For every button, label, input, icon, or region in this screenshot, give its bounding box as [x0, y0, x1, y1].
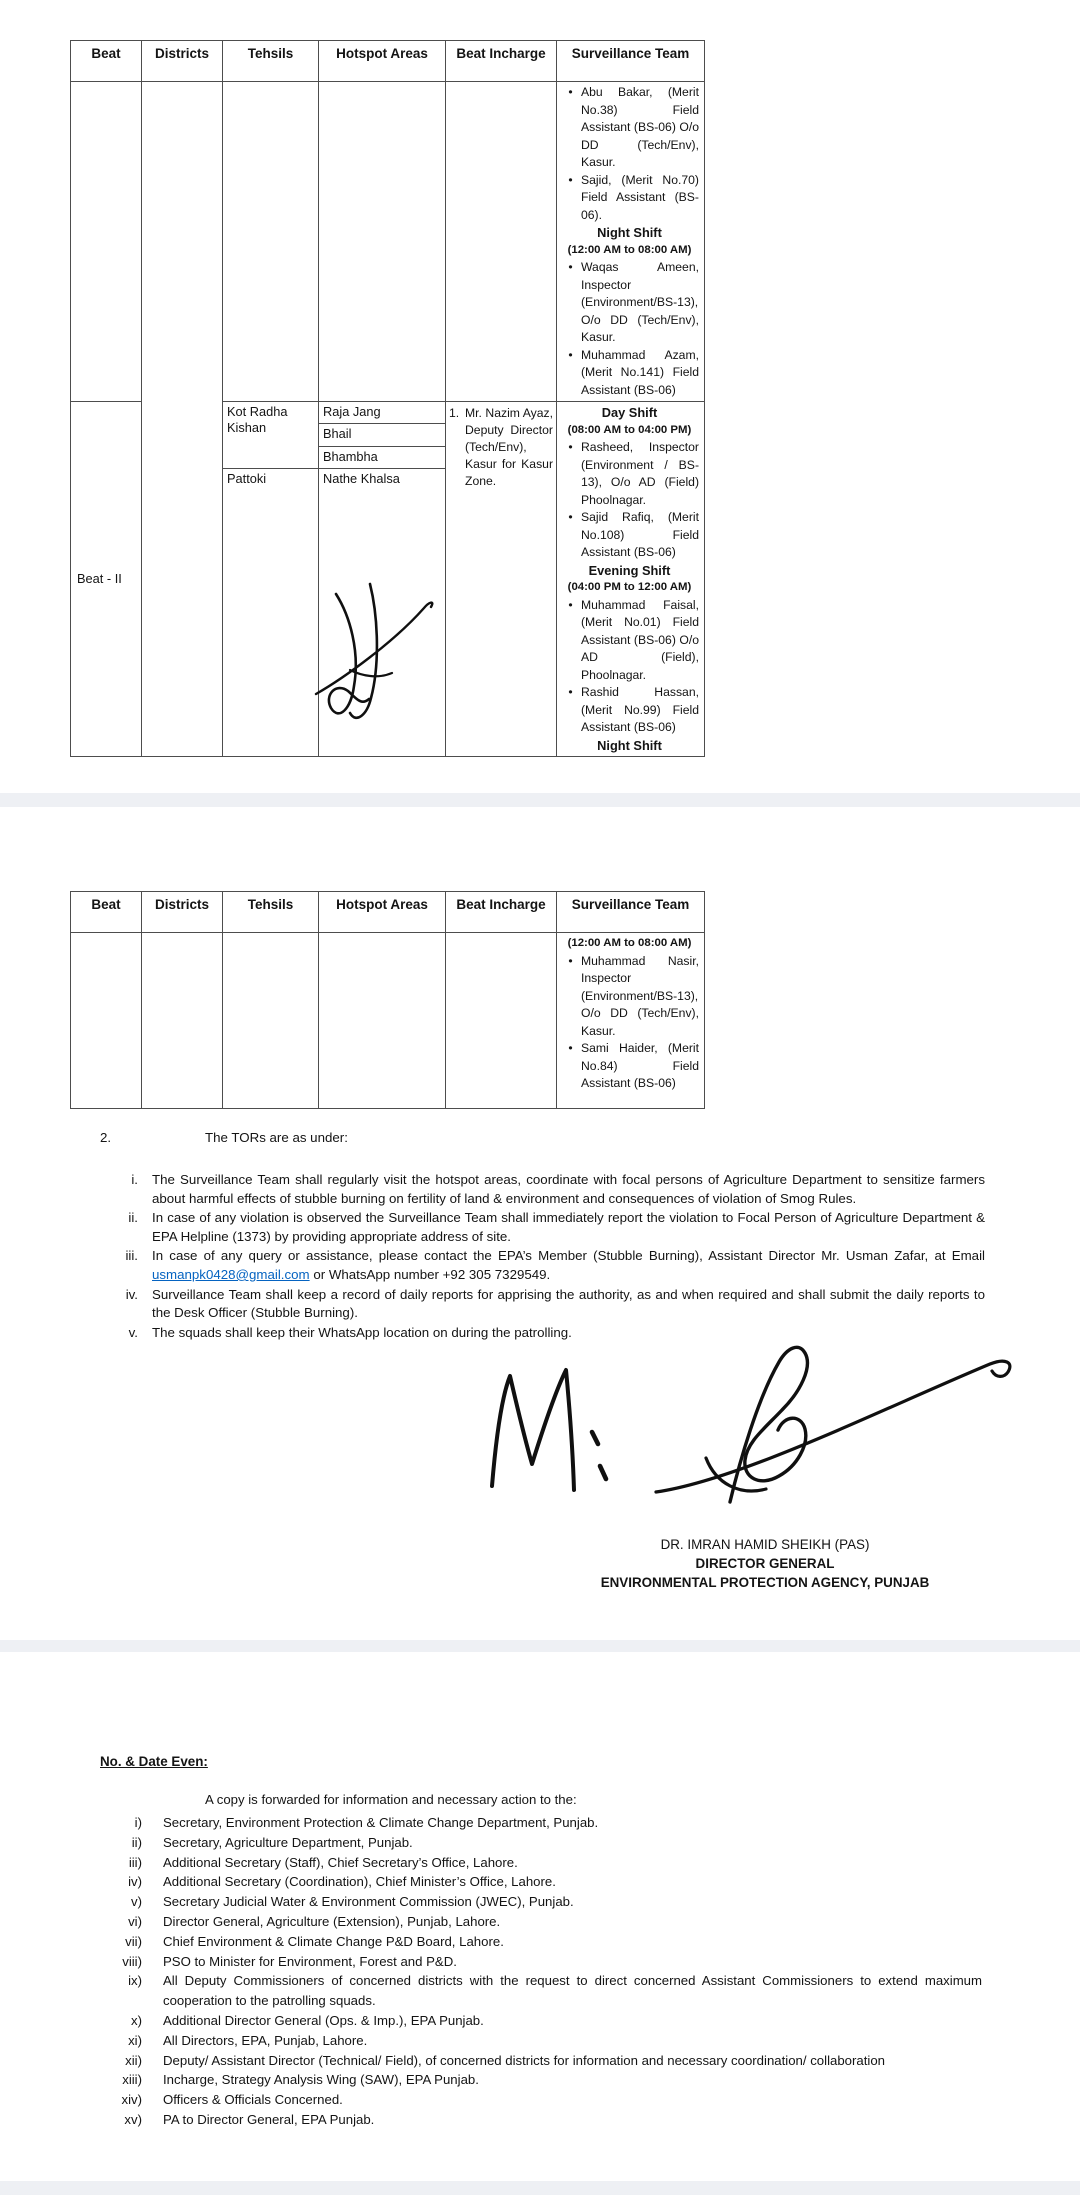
incharge-cell-empty: [446, 82, 557, 402]
incharge-cell-empty: [446, 933, 557, 1109]
distribution-intro: A copy is forwarded for information and necessary action to the:: [205, 1792, 577, 1807]
shift-time: (04:00 PM to 12:00 AM): [567, 581, 692, 593]
beat-surveillance-table-2: [70, 891, 705, 1109]
column-header-districts: Districts: [142, 41, 223, 82]
beat-cell-empty: [71, 933, 142, 1109]
surveillance-team-cell: [557, 82, 705, 402]
hotspot-cell: Bhail: [319, 424, 446, 446]
list-item: [88, 1171, 985, 1208]
hotspot-cell: Nathe Khalsa: [319, 468, 446, 756]
list-item-text-before-link: In case of any query or assistance, please contact the EPA’s Member (Stubble Burning), Assistant Director Mr. Usman Zafar, at Email: [152, 1248, 985, 1264]
list-item-numeral: vii): [125, 1933, 142, 1949]
signature-scribble: [298, 572, 448, 732]
list-item: [70, 2110, 982, 2130]
list-item-text: All Directors, EPA, Punjab, Lahore.: [163, 2032, 368, 2048]
team-member-text: Rashid Hassan, (Merit No.99) Field Assistant (BS-06): [581, 685, 699, 734]
surveillance-team-cell: [557, 402, 705, 757]
list-item-text: Surveillance Team shall keep a record of daily reports for apprising the authority, as and when required and shall submit the daily reports to the Desk Officer (Stubble Burning).: [152, 1286, 985, 1321]
bullet-icon: •: [568, 172, 573, 187]
list-item: [70, 2031, 982, 2051]
team-member: [560, 84, 699, 172]
paragraph-number: 2.: [100, 1130, 112, 1145]
signatory-block: [450, 1535, 1080, 1592]
table-header-row: [71, 41, 705, 82]
bullet-icon: •: [568, 685, 573, 699]
team-member-text: Muhammad Azam, (Merit No.141) Field Assistant (BS-06): [581, 347, 699, 397]
bullet-icon: •: [568, 260, 573, 274]
team-member-text: Muhammad Nasir, Inspector (Environment/BS-13), O/o DD (Tech/Env), Kasur.: [581, 953, 699, 1038]
tors-heading: [100, 1130, 348, 1145]
list-item: [70, 2051, 982, 2071]
column-header-surveillance-team: Surveillance Team: [557, 41, 705, 82]
signatory-organization: ENVIRONMENTAL PROTECTION AGENCY, PUNJAB: [600, 1575, 930, 1590]
list-item-numeral: ix): [128, 1973, 142, 1989]
list-item-text: Officers & Officials Concerned.: [163, 2092, 343, 2108]
list-item-text: Secretary Judicial Water & Environment Commission (JWEC), Punjab.: [163, 1894, 574, 1910]
surveillance-team-cell: [557, 933, 705, 1109]
list-item: [70, 2011, 982, 2031]
list-item: [70, 1813, 982, 1833]
incharge-entry: [449, 405, 553, 490]
distribution-list: [70, 1813, 982, 2130]
list-item-text: Secretary, Environment Protection & Climate Change Department, Punjab.: [163, 1815, 599, 1830]
list-item-numeral: v.: [128, 1324, 138, 1340]
list-item-numeral: iii): [128, 1854, 142, 1870]
list-item-text: The Surveillance Team shall regularly visit the hotspot areas, coordinate with focal persons of Agriculture Department to sensitize farmers about harmful effects of stubble burning on fertility of land & environment and consequences of violation of Smog Rules.: [152, 1172, 985, 1206]
team-member-text: Sajid, (Merit No.70) Field Assistant (BS-06).: [581, 172, 699, 222]
list-item: [70, 1912, 982, 1932]
team-member: [560, 684, 699, 737]
beat-incharge-cell: [446, 402, 557, 757]
shift-time: (12:00 AM to 08:00 AM): [567, 937, 692, 949]
hotspot-cell-empty: [319, 82, 446, 402]
list-item-text: Secretary, Agriculture Department, Punjab.: [163, 1834, 413, 1850]
signatory-name: DR. IMRAN HAMID SHEIKH (PAS): [660, 1537, 870, 1552]
table-row: [71, 933, 705, 1109]
list-item: [70, 1872, 982, 1892]
team-member: [560, 439, 699, 509]
team-member: [560, 172, 699, 225]
bullet-icon: •: [568, 1041, 573, 1055]
column-header-hotspot-areas: Hotspot Areas: [319, 41, 446, 82]
list-item: [70, 2090, 982, 2110]
email-link[interactable]: usmanpk0428@gmail.com: [152, 1266, 310, 1282]
list-item-numeral: ii): [131, 1834, 142, 1850]
incharge-text: Mr. Nazim Ayaz, Deputy Director (Tech/Env), Kasur for Kasur Zone.: [465, 406, 553, 488]
bullet-icon: •: [568, 953, 573, 968]
shift-title: Night Shift: [597, 225, 662, 240]
incharge-number: 1.: [449, 406, 460, 420]
bullet-icon: •: [568, 85, 573, 99]
list-item-text: [152, 1247, 985, 1284]
team-member: [560, 953, 699, 1041]
list-item: [70, 1932, 982, 1952]
list-item: [70, 1853, 982, 1873]
shift-title: Day Shift: [601, 405, 658, 420]
list-item-text: PSO to Minister for Environment, Forest and P&D.: [163, 1953, 457, 1969]
bullet-icon: •: [568, 510, 573, 524]
tehsil-cell: Kot Radha Kishan: [223, 402, 319, 469]
column-header-tehsils: Tehsils: [223, 892, 319, 933]
list-item-numeral: xii): [125, 2052, 142, 2068]
list-item: [70, 2070, 982, 2090]
team-member: [560, 259, 699, 347]
team-member-text: Sajid Rafiq, (Merit No.108) Field Assistant (BS-06): [581, 510, 699, 559]
list-item: [88, 1286, 985, 1323]
list-item-numeral: xiv): [121, 2092, 142, 2108]
team-member: [560, 1040, 699, 1093]
team-member-text: Sami Haider, (Merit No.84) Field Assistant (BS-06): [581, 1041, 699, 1090]
tehsil-cell-empty: [223, 82, 319, 402]
distribution-heading: No. & Date Even:: [100, 1754, 208, 1769]
tehsil-cell-empty: [223, 933, 319, 1109]
list-item: [88, 1247, 985, 1284]
list-item: [88, 1209, 985, 1246]
districts-cell-empty: [142, 82, 223, 757]
list-item-text: PA to Director General, EPA Punjab.: [163, 2111, 375, 2127]
list-item-numeral: xiii): [122, 2072, 142, 2088]
signatory-title: DIRECTOR GENERAL: [695, 1556, 835, 1571]
shift-time: (08:00 AM to 04:00 PM): [567, 423, 692, 436]
list-item-text: Incharge, Strategy Analysis Wing (SAW), EPA Punjab.: [163, 2072, 479, 2088]
hotspot-cell-empty: [319, 933, 446, 1109]
column-header-beat: Beat: [71, 892, 142, 933]
tehsil-cell: Pattoki: [223, 468, 319, 756]
list-item-text: In case of any violation is observed the Surveillance Team shall immediately report the violation to Focal Person of Agriculture Department & EPA Helpline (1373) by providing appropriate address of site.: [152, 1210, 985, 1244]
team-member: [560, 347, 699, 400]
column-header-beat-incharge: Beat Incharge: [446, 41, 557, 82]
list-item-numeral: iv): [128, 1874, 142, 1890]
list-item-text: All Deputy Commissioners of concerned districts with the request to direct concerned Assistant Commissioners to extend maximum cooperation to the patrolling squads.: [163, 1973, 982, 2009]
districts-cell-empty: [142, 933, 223, 1109]
column-header-tehsils: Tehsils: [223, 41, 319, 82]
team-member-text: Muhammad Faisal, (Merit No.01) Field Assistant (BS-06) O/o AD (Field), Phoolnagar.: [581, 597, 699, 682]
list-item-text: The squads shall keep their WhatsApp location on during the patrolling.: [152, 1324, 572, 1340]
document-page-2: [0, 807, 1080, 1640]
list-item-text: Additional Secretary (Coordination), Chief Minister’s Office, Lahore.: [163, 1874, 556, 1890]
bullet-icon: •: [568, 597, 573, 612]
list-item-numeral: vi): [128, 1913, 142, 1929]
bullet-icon: •: [568, 440, 573, 454]
list-item-text: Chief Environment & Climate Change P&D Board, Lahore.: [163, 1933, 504, 1949]
team-member-text: Abu Bakar, (Merit No.38) Field Assistant (BS-06) O/o DD (Tech/Env), Kasur.: [581, 85, 699, 169]
shift-title: Evening Shift: [588, 562, 671, 578]
list-item-numeral: xi): [128, 2032, 142, 2048]
team-member-text: Rasheed, Inspector (Environment / BS-13), O/o AD (Field) Phoolnagar.: [581, 440, 699, 507]
list-item-text-after-link: or WhatsApp number +92 305 7329549.: [309, 1266, 551, 1282]
column-header-hotspot-areas: Hotspot Areas: [319, 892, 446, 933]
tors-intro-text: The TORs are as under:: [205, 1130, 348, 1145]
list-item: [70, 1892, 982, 1912]
hotspot-cell: Raja Jang: [319, 402, 446, 424]
beat-cell: Beat - II: [71, 402, 142, 757]
column-header-surveillance-team: Surveillance Team: [557, 892, 705, 933]
document-page-1: [0, 0, 1080, 793]
column-header-beat-incharge: Beat Incharge: [446, 892, 557, 933]
list-item-numeral: x): [131, 2012, 142, 2028]
team-member-text: Waqas Ameen, Inspector (Environment/BS-13), O/o DD (Tech/Env), Kasur.: [581, 260, 699, 344]
list-item-numeral: iii.: [125, 1248, 138, 1264]
column-header-beat: Beat: [71, 41, 142, 82]
list-item-numeral: viii): [122, 1953, 142, 1969]
director-general-signature: [478, 1340, 1033, 1512]
beat-cell-empty: [71, 82, 142, 402]
list-item-numeral: ii.: [128, 1210, 138, 1226]
list-item-numeral: xv): [124, 2111, 142, 2127]
document-page-3: [0, 1652, 1080, 2181]
team-member: [560, 509, 699, 562]
table-row: [71, 82, 705, 402]
list-item: [70, 1833, 982, 1853]
bullet-icon: •: [568, 347, 573, 362]
shift-title: Night Shift: [597, 737, 662, 753]
shift-time: (12:00 AM to 08:00 AM): [567, 243, 692, 256]
hotspot-cell: Bhambha: [319, 446, 446, 468]
list-item-text: Deputy/ Assistant Director (Technical/ Field), of concerned districts for information and necessary coordination/ collaboration: [163, 2052, 885, 2068]
list-item-numeral: v): [131, 1894, 142, 1910]
list-item: [70, 1952, 982, 1972]
list-item: [70, 1971, 982, 2011]
tors-list: [88, 1171, 985, 1343]
list-item-text: Director General, Agriculture (Extension), Punjab, Lahore.: [163, 1913, 501, 1929]
table-header-row: [71, 892, 705, 933]
column-header-districts: Districts: [142, 892, 223, 933]
list-item-numeral: i): [134, 1815, 142, 1830]
team-member: [560, 597, 699, 685]
list-item-numeral: iv.: [125, 1286, 138, 1302]
list-item-numeral: i.: [131, 1172, 138, 1187]
list-item-text: Additional Director General (Ops. & Imp.), EPA Punjab.: [163, 2012, 484, 2028]
list-item-text: Additional Secretary (Staff), Chief Secretary’s Office, Lahore.: [163, 1854, 518, 1870]
